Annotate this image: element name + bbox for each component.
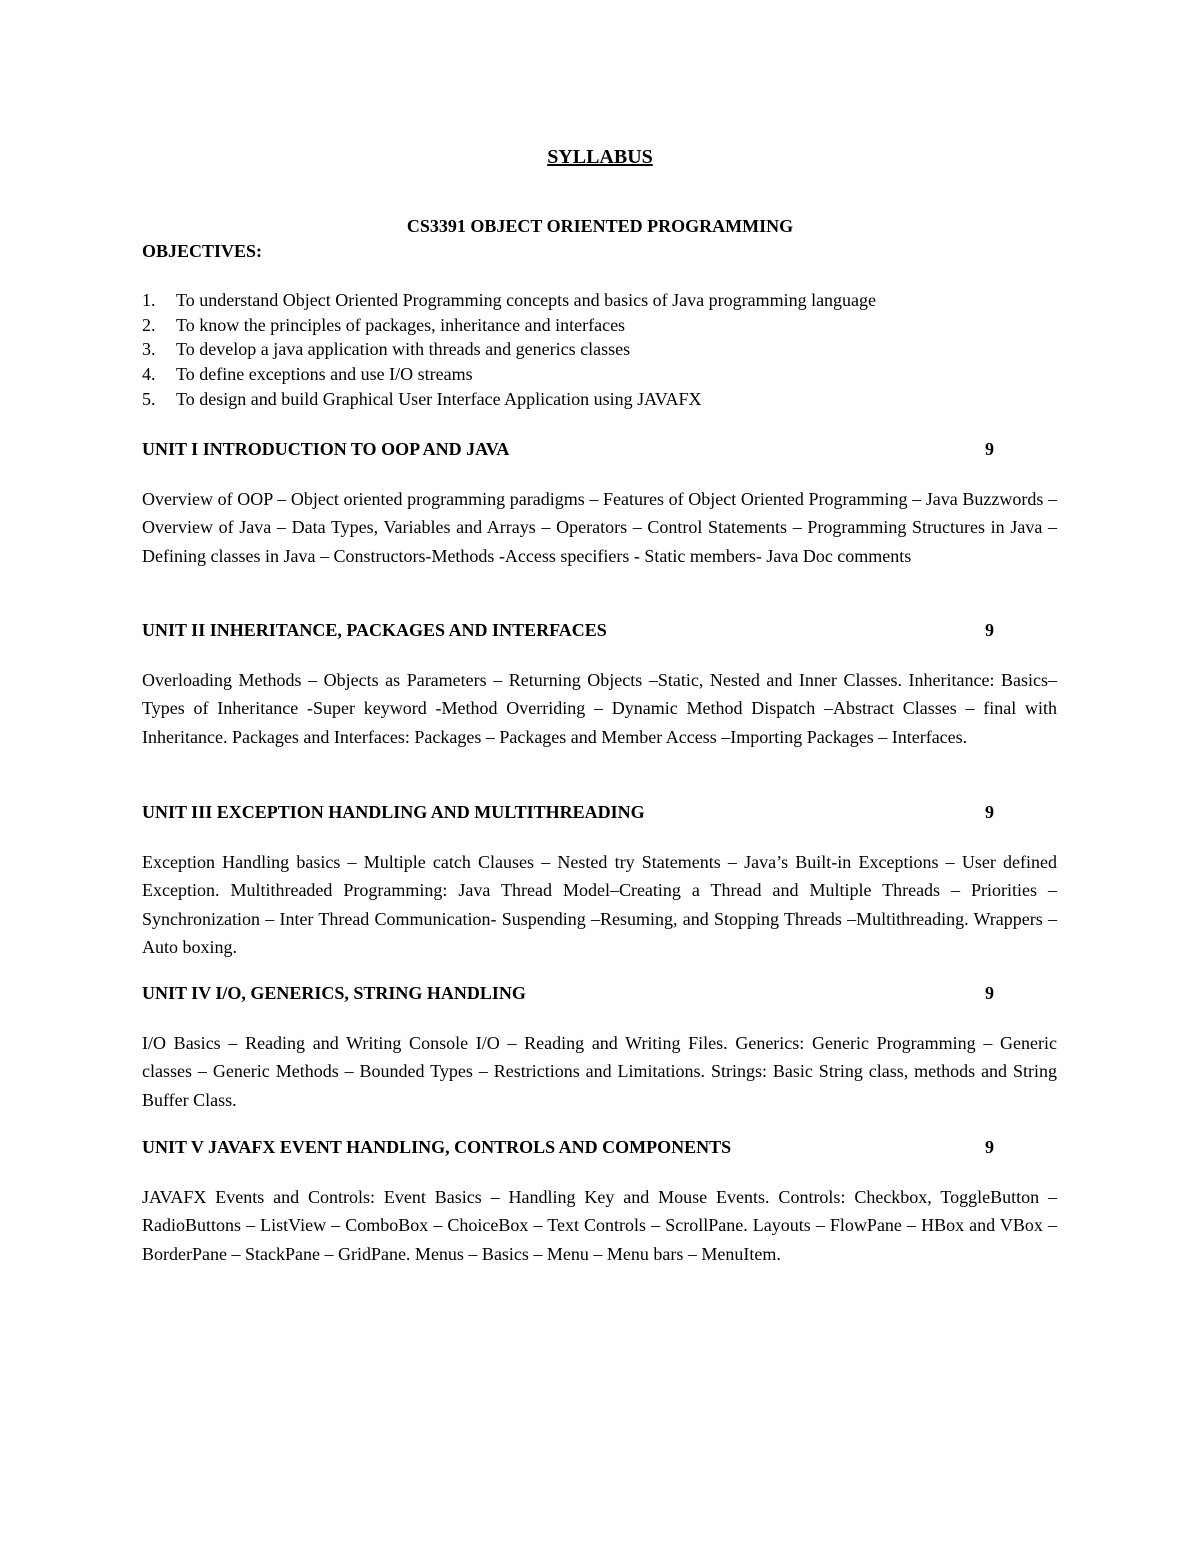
unit-section-5	[142, 1135, 1057, 1268]
objective-number: 2.	[142, 314, 156, 335]
unit-description: JAVAFX Events and Controls: Event Basics – Handling Key and Mouse Events. Controls: Checkbox, ToggleButton – RadioButtons – ListView – ComboBox – ChoiceBox – Text Controls – ScrollPane. Layouts – FlowPane – HBox and VBox – BorderPane – StackPane – GridPane. Menus – Basics – Menu – Menu bars – MenuItem.	[142, 1187, 1057, 1264]
objective-text: To develop a java application with threads and generics classes	[176, 339, 631, 360]
objective-text: To design and build Graphical User Interface Application using JAVAFX	[176, 388, 702, 409]
objective-text: To define exceptions and use I/O streams	[176, 364, 473, 385]
objective-text: To understand Object Oriented Programming concepts and basics of Java programming language	[176, 290, 877, 310]
unit-hours: 9	[985, 983, 994, 1003]
unit-section-2	[142, 618, 1057, 751]
unit-description: Overview of OOP – Object oriented programming paradigms – Features of Object Oriented Programming – Java Buzzwords – Overview of Java – Data Types, Variables and Arrays – Operators – Control Statements – Programming Structures in Java – Defining classes in Java – Constructors-Methods -Access specifiers - Static members- Java Doc comments	[142, 489, 1057, 566]
unit-hours: 9	[985, 1137, 994, 1157]
course-title: CS3391 OBJECT ORIENTED PROGRAMMING	[406, 216, 794, 236]
objective-item	[142, 387, 876, 412]
unit-title: UNIT II INHERITANCE, PACKAGES AND INTERFACES	[142, 620, 607, 640]
unit-section-3	[142, 800, 1057, 961]
unit-hours: 9	[985, 802, 994, 822]
objectives-heading: OBJECTIVES:	[142, 241, 263, 261]
unit-heading	[142, 437, 1057, 461]
unit-section-4	[142, 981, 1057, 1114]
objective-item	[142, 337, 876, 362]
unit-heading	[142, 618, 1057, 642]
objective-text: To know the principles of packages, inheritance and interfaces	[176, 314, 626, 335]
objective-item	[142, 288, 876, 313]
objectives-list	[142, 288, 876, 412]
unit-description: I/O Basics – Reading and Writing Console I/O – Reading and Writing Files. Generics: Generic Programming – Generic classes – Generic Methods – Bounded Types – Restrictions and Limitations. Strings: Basic String class, methods and String Buffer Class.	[142, 1033, 1057, 1110]
unit-heading	[142, 981, 1057, 1005]
unit-description: Exception Handling basics – Multiple catch Clauses – Nested try Statements – Java’s Built-in Exceptions – User defined Exception. Multithreaded Programming: Java Thread Model–Creating a Thread and Multiple Threads – Priorities – Synchronization – Inter Thread Communication- Suspending –Resuming, and Stopping Threads –Multithreading. Wrappers – Auto boxing.	[142, 852, 1057, 957]
unit-hours: 9	[985, 439, 994, 459]
objective-number: 1.	[142, 290, 156, 310]
objective-item	[142, 313, 876, 338]
unit-title: UNIT III EXCEPTION HANDLING AND MULTITHREADING	[142, 802, 645, 822]
unit-title: UNIT I INTRODUCTION TO OOP AND JAVA	[142, 439, 510, 459]
unit-heading	[142, 800, 1057, 824]
unit-hours: 9	[985, 620, 994, 640]
unit-description: Overloading Methods – Objects as Parameters – Returning Objects –Static, Nested and Inner Classes. Inheritance: Basics– Types of Inheritance -Super keyword -Method Overriding – Dynamic Method Dispatch –Abstract Classes – final with Inheritance. Packages and Interfaces: Packages – Packages and Member Access –Importing Packages – Interfaces.	[142, 670, 1057, 747]
document-title: SYLLABUS	[547, 146, 653, 168]
objective-number: 5.	[142, 388, 156, 409]
unit-title: UNIT IV I/O, GENERICS, STRING HANDLING	[142, 983, 526, 1003]
unit-heading	[142, 1135, 1057, 1159]
unit-title: UNIT V JAVAFX EVENT HANDLING, CONTROLS AND COMPONENTS	[142, 1137, 732, 1157]
objective-number: 4.	[142, 364, 156, 385]
objective-item	[142, 362, 876, 387]
unit-section-1	[142, 437, 1057, 570]
objective-number: 3.	[142, 339, 156, 360]
